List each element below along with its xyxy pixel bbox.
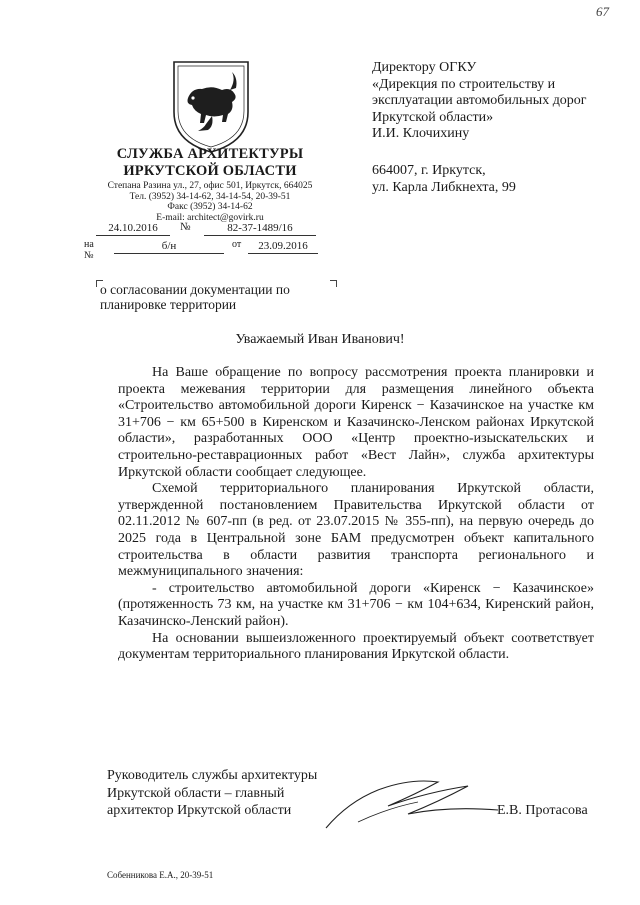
addressee-block <box>372 60 632 196</box>
organization-title-line2: ИРКУТСКОЙ ОБЛАСТИ <box>123 163 297 179</box>
organization-title <box>80 146 340 180</box>
letter-body <box>118 365 594 664</box>
salutation: Уважаемый Иван Иванович! <box>235 332 405 347</box>
organization-email: E-mail: architect@govirk.ru <box>156 212 264 223</box>
outgoing-number-sign: № <box>180 221 191 233</box>
outgoing-date: 24.10.2016 <box>96 222 170 236</box>
signatory-position-line: Иркутской области – главный <box>107 785 285 801</box>
subject-line: планировке территории <box>100 297 237 312</box>
body-paragraph: На Ваше обращение по вопросу рассмотрения проекта планировки и проекта межевания территории для размещения линейного объекта «Строительство автомобильной дороги Киренск − Казачинское на участке км 31+706 − км 65+500 в Киренском и Казачинско-Ленском районах Иркутской области», разработанных ООО «Центр проектно-изыскательских и строительно-реставрационных работ «Вест Лайн», служба архитектуры Иркутской области сообщает следующее. <box>118 365 594 480</box>
in-reply-label: на № <box>84 239 94 261</box>
outgoing-number: 82-37-1489/16 <box>204 222 316 236</box>
executor-info: Собенникова Е.А., 20-39-51 <box>107 870 214 880</box>
addressee-line: И.И. Клочихину <box>372 126 470 142</box>
in-reply-number: б/н <box>114 240 224 254</box>
body-paragraph: - строительство автомобильной дороги «Киренск − Казачинское» (протяженность 73 км, на участке км 31+706 − км 104+634, Киренский район, Казачинско-Ленский район). <box>118 580 594 629</box>
in-reply-from-label: от <box>232 239 242 250</box>
addressee-line: Иркутской области» <box>372 109 494 125</box>
body-paragraph: На основании вышеизложенного проектируемый объект соответствует документам территориального планирования Иркутской области. <box>118 630 594 663</box>
organization-fax: Факс (3952) 34-14-62 <box>167 202 253 213</box>
handwritten-signature <box>318 772 508 832</box>
page-number: 67 <box>596 4 609 19</box>
organization-title-line1: СЛУЖБА АРХИТЕКТУРЫ <box>116 146 304 162</box>
addressee-line: «Дирекция по строительству и <box>372 76 556 92</box>
addressee-line: эксплуатации автомобильных дорог <box>372 93 587 109</box>
organization-contacts <box>80 181 340 223</box>
coat-of-arms-emblem <box>168 58 254 154</box>
signatory-position-line: Руководитель службы архитектуры <box>107 768 318 783</box>
in-reply-date: 23.09.2016 <box>248 240 318 254</box>
organization-phone: Тел. (3952) 34-14-62, 34-14-54, 20-39-51 <box>129 191 291 202</box>
body-paragraph: Схемой территориального планирования Иркутской области, утвержденной постановлением Правительства Иркутской области от 02.11.2012 № 607-пп (в ред. от 23.07.2015 № 355-пп), на первую очередь до 2025 года в Центральной зоне БАМ предусмотрен объект капитального строительства в области развития транспорта регионального и межмуниципального значения: <box>118 481 594 580</box>
addressee-line: 664007, г. Иркутск, <box>372 162 486 178</box>
addressee-line: Директору ОГКУ <box>372 60 477 75</box>
subject-line: о согласовании документации по <box>100 282 290 297</box>
organization-address: Степана Разина ул., 27, офис 501, Иркутск, 664025 <box>107 181 313 191</box>
signatory-position-line: архитектор Иркутской области <box>107 803 292 818</box>
addressee-line: ул. Карла Либкнехта, 99 <box>372 179 516 195</box>
signatory-name: Е.В. Протасова <box>497 803 588 818</box>
letter-subject <box>100 282 340 312</box>
signatory-position <box>107 767 347 820</box>
